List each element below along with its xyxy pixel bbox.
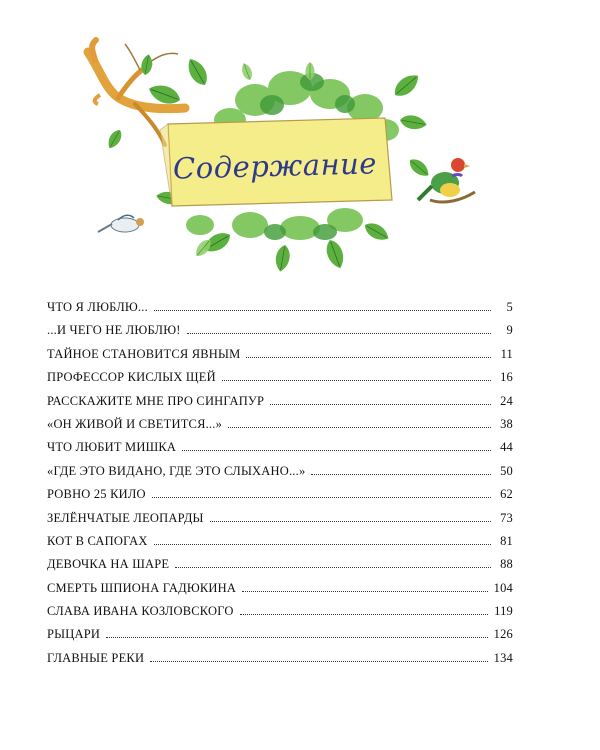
toc-item-page: 11 xyxy=(500,346,513,361)
toc-item[interactable] xyxy=(47,627,513,650)
toc-item[interactable] xyxy=(47,300,513,323)
toc-item-page: 44 xyxy=(500,440,513,455)
toc-dot-leader xyxy=(210,521,491,522)
toc-dot-leader xyxy=(311,474,491,475)
toc-item-page: 24 xyxy=(500,393,513,408)
toc-dot-leader xyxy=(270,404,491,405)
small-bird-illustration xyxy=(98,215,144,232)
toc-dot-leader xyxy=(242,591,488,592)
toc-item-page: 73 xyxy=(500,510,513,525)
toc-item-page: 62 xyxy=(500,487,513,502)
toc-item-title: РЫЦАРИ xyxy=(47,627,101,642)
toc-dot-leader xyxy=(222,380,491,381)
toc-item-title: СЛАВА ИВАНА КОЗЛОВСКОГО xyxy=(47,604,234,619)
toc-item-title: «ОН ЖИВОЙ И СВЕТИТСЯ...» xyxy=(47,416,223,431)
toc-item-title: ЗЕЛЁНЧАТЫЕ ЛЕОПАРДЫ xyxy=(47,510,204,525)
toc-item[interactable] xyxy=(47,604,513,627)
toc-item[interactable] xyxy=(47,394,513,417)
toc-dot-leader xyxy=(150,661,487,662)
toc-dot-leader xyxy=(240,614,489,615)
toc-item[interactable] xyxy=(47,487,513,510)
toc-item-title: РОВНО 25 КИЛО xyxy=(47,487,146,502)
toc-item-title: ГЛАВНЫЕ РЕКИ xyxy=(47,650,145,665)
toc-item-page: 16 xyxy=(500,370,513,385)
page-title: Содержание xyxy=(172,146,378,186)
toc-item-title: ТАЙНОЕ СТАНОВИТСЯ ЯВНЫМ xyxy=(47,346,241,361)
toc-item[interactable] xyxy=(47,347,513,370)
toc-item-title: ДЕВОЧКА НА ШАРЕ xyxy=(47,557,170,572)
table-of-contents xyxy=(47,300,513,674)
toc-item-page: 88 xyxy=(500,557,513,572)
toc-item-title: «ГДЕ ЭТО ВИДАНО, ГДЕ ЭТО СЛЫХАНО...» xyxy=(47,463,306,478)
toc-item-title: ЧТО Я ЛЮБЛЮ... xyxy=(47,300,148,314)
toc-item[interactable] xyxy=(47,534,513,557)
toc-dot-leader xyxy=(246,357,491,358)
toc-dot-leader xyxy=(152,497,491,498)
toc-item-title: СМЕРТЬ ШПИОНА ГАДЮКИНА xyxy=(47,580,237,595)
toc-dot-leader xyxy=(228,427,491,428)
bird-illustration xyxy=(418,158,475,202)
toc-item[interactable] xyxy=(47,651,513,674)
toc-item[interactable] xyxy=(47,417,513,440)
toc-item[interactable] xyxy=(47,581,513,604)
toc-item[interactable] xyxy=(47,557,513,580)
toc-dot-leader xyxy=(187,333,491,334)
toc-item-page: 119 xyxy=(494,604,513,619)
toc-item-title: ПРОФЕССОР КИСЛЫХ ЩЕЙ xyxy=(47,370,216,385)
toc-item-page: 134 xyxy=(493,650,513,665)
toc-item-title: ЧТО ЛЮБИТ МИШКА xyxy=(47,440,177,455)
toc-item-title: КОТ В САПОГАХ xyxy=(47,533,148,548)
toc-item-title: РАССКАЖИТЕ МНЕ ПРО СИНГАПУР xyxy=(47,393,265,408)
toc-dot-leader xyxy=(154,310,491,311)
toc-item[interactable] xyxy=(47,440,513,463)
toc-dot-leader xyxy=(154,544,491,545)
toc-item-page: 104 xyxy=(493,580,513,595)
toc-item-page: 5 xyxy=(506,300,513,314)
toc-item[interactable] xyxy=(47,464,513,487)
toc-item-page: 126 xyxy=(493,627,513,642)
toc-item-page: 9 xyxy=(506,323,513,338)
toc-dot-leader xyxy=(175,567,491,568)
toc-dot-leader xyxy=(182,450,491,451)
toc-item[interactable] xyxy=(47,323,513,346)
toc-item-page: 50 xyxy=(500,463,513,478)
toc-item-title: ...И ЧЕГО НЕ ЛЮБЛЮ! xyxy=(47,323,181,338)
toc-item-page: 81 xyxy=(500,533,513,548)
toc-item-page: 38 xyxy=(500,416,513,431)
toc-item[interactable] xyxy=(47,370,513,393)
toc-dot-leader xyxy=(106,637,488,638)
toc-item[interactable] xyxy=(47,511,513,534)
